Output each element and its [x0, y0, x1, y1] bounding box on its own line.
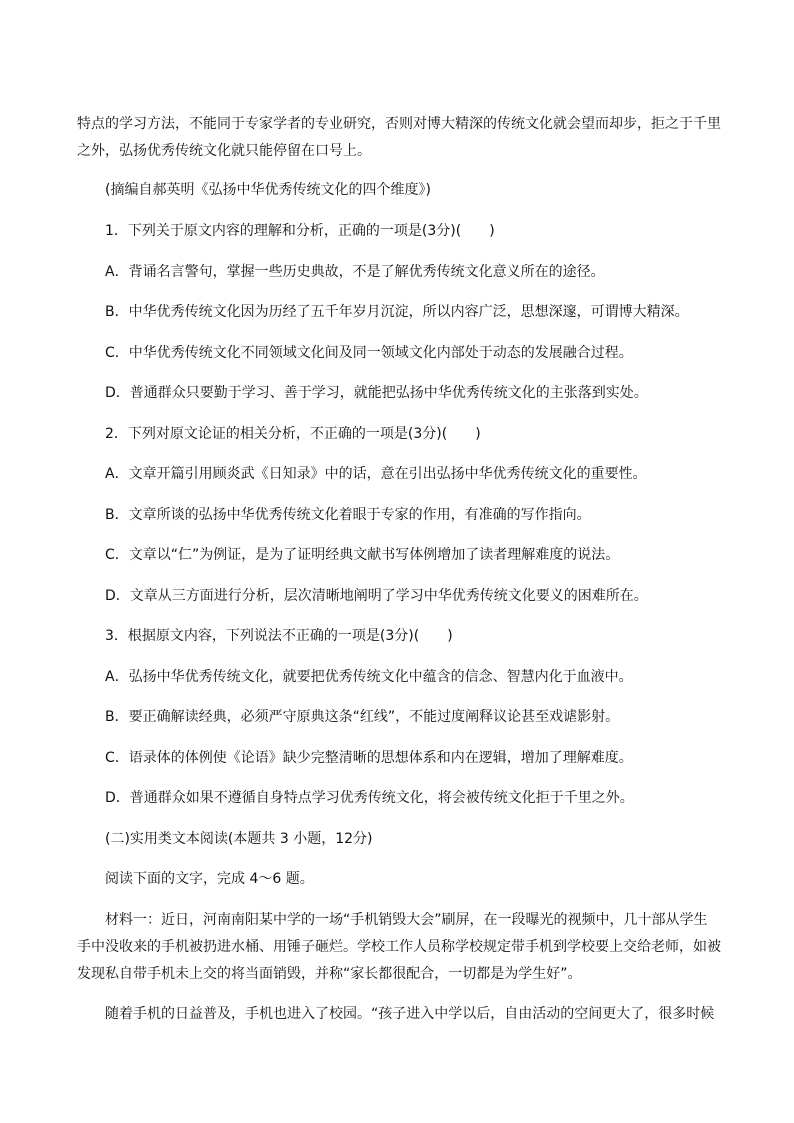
question-1-stem	[105, 221, 755, 241]
question-3-option-b: B．要正确解读经典，必须严守原典这条“红线”，不能过度阐释议论甚至戏谑影射。	[105, 709, 620, 725]
question-2-stem-close: )	[475, 426, 481, 442]
question-3-stem	[105, 626, 755, 646]
question-1-option-b: B．中华优秀传统文化因为历经了五千年岁月沉淀，所以内容广泛，思想深邃，可谓博大精深。	[105, 304, 689, 320]
source-note: (摘编自郝英明《弘扬中华优秀传统文化的四个维度》)	[105, 182, 431, 198]
question-3-stem-text: 3．根据原文内容，下列说法不正确的一项是(3分)(	[105, 628, 420, 644]
paragraph-continuation-line-2: 之外，弘扬优秀传统文化就只能停留在口号上。	[77, 143, 371, 159]
question-2-stem	[105, 424, 755, 444]
question-2-option-c: C．文章以“仁”为例证，是为了证明经典文献书写体例增加了读者理解难度的说法。	[105, 547, 620, 563]
reading-instruction: 阅读下面的文字，完成 4～6 题。	[105, 871, 314, 887]
material-1-line-3: 发现私自带手机未上交的将当面销毁，并称“家长都很配合，一切都是为学生好”。	[77, 966, 582, 982]
question-3-option-a: A．弘扬中华优秀传统文化，就要把优秀传统文化中蕴含的信念、智慧内化于血液中。	[105, 669, 633, 685]
question-1-stem-close: )	[489, 223, 495, 239]
material-next-line-1: 随着手机的日益普及，手机也进入了校园。“孩子进入中学以后，自由活动的空间更大了，很多时候	[105, 1006, 715, 1022]
question-1-option-c: C．中华优秀传统文化不同领域文化间及同一领域文化内部处于动态的发展融合过程。	[105, 345, 633, 361]
question-2-option-d: D．文章从三方面进行分析，层次清晰地阐明了学习中华优秀传统文化要义的困难所在。	[105, 588, 648, 604]
question-1-option-a: A．背诵名言警句，掌握一些历史典故，不是了解优秀传统文化意义所在的途径。	[105, 264, 605, 280]
question-1-stem-text: 1．下列关于原文内容的理解和分析，正确的一项是(3分)(	[105, 223, 462, 239]
material-1-line-2: 手中没收来的手机被扔进水桶、用锤子砸烂。学校工作人员称学校规定带手机到学校要上交给老师，如被	[77, 939, 721, 955]
question-3-option-d: D．普通群众如果不遵循自身特点学习优秀传统文化，将会被传统文化拒于千里之外。	[105, 790, 634, 806]
question-2-option-b: B．文章所谈的弘扬中华优秀传统文化着眼于专家的作用，有准确的写作指向。	[105, 507, 591, 523]
question-1-option-d: D．普通群众只要勤于学习、善于学习，就能把弘扬中华优秀传统文化的主张落到实处。	[105, 385, 648, 401]
material-1-line-1: 材料一：近日，河南南阳某中学的一场“手机销毁大会”刷屏，在一段曝光的视频中，几十部从学生	[105, 912, 708, 928]
question-3-option-c: C．语录体的体例使《论语》缺少完整清晰的思想体系和内在逻辑，增加了理解难度。	[105, 750, 633, 766]
question-2-option-a: A．文章开篇引用顾炎武《日知录》中的话，意在引出弘扬中华优秀传统文化的重要性。	[105, 466, 647, 482]
question-2-stem-text: 2．下列对原文论证的相关分析，不正确的一项是(3分)(	[105, 426, 448, 442]
paragraph-continuation-line-1: 特点的学习方法，不能同于专家学者的专业研究，否则对博大精深的传统文化就会望而却步，拒之于千里	[77, 116, 721, 132]
section-heading: (二)实用类文本阅读(本题共 3 小题，12分)	[105, 831, 373, 847]
question-3-stem-close: )	[447, 628, 453, 644]
